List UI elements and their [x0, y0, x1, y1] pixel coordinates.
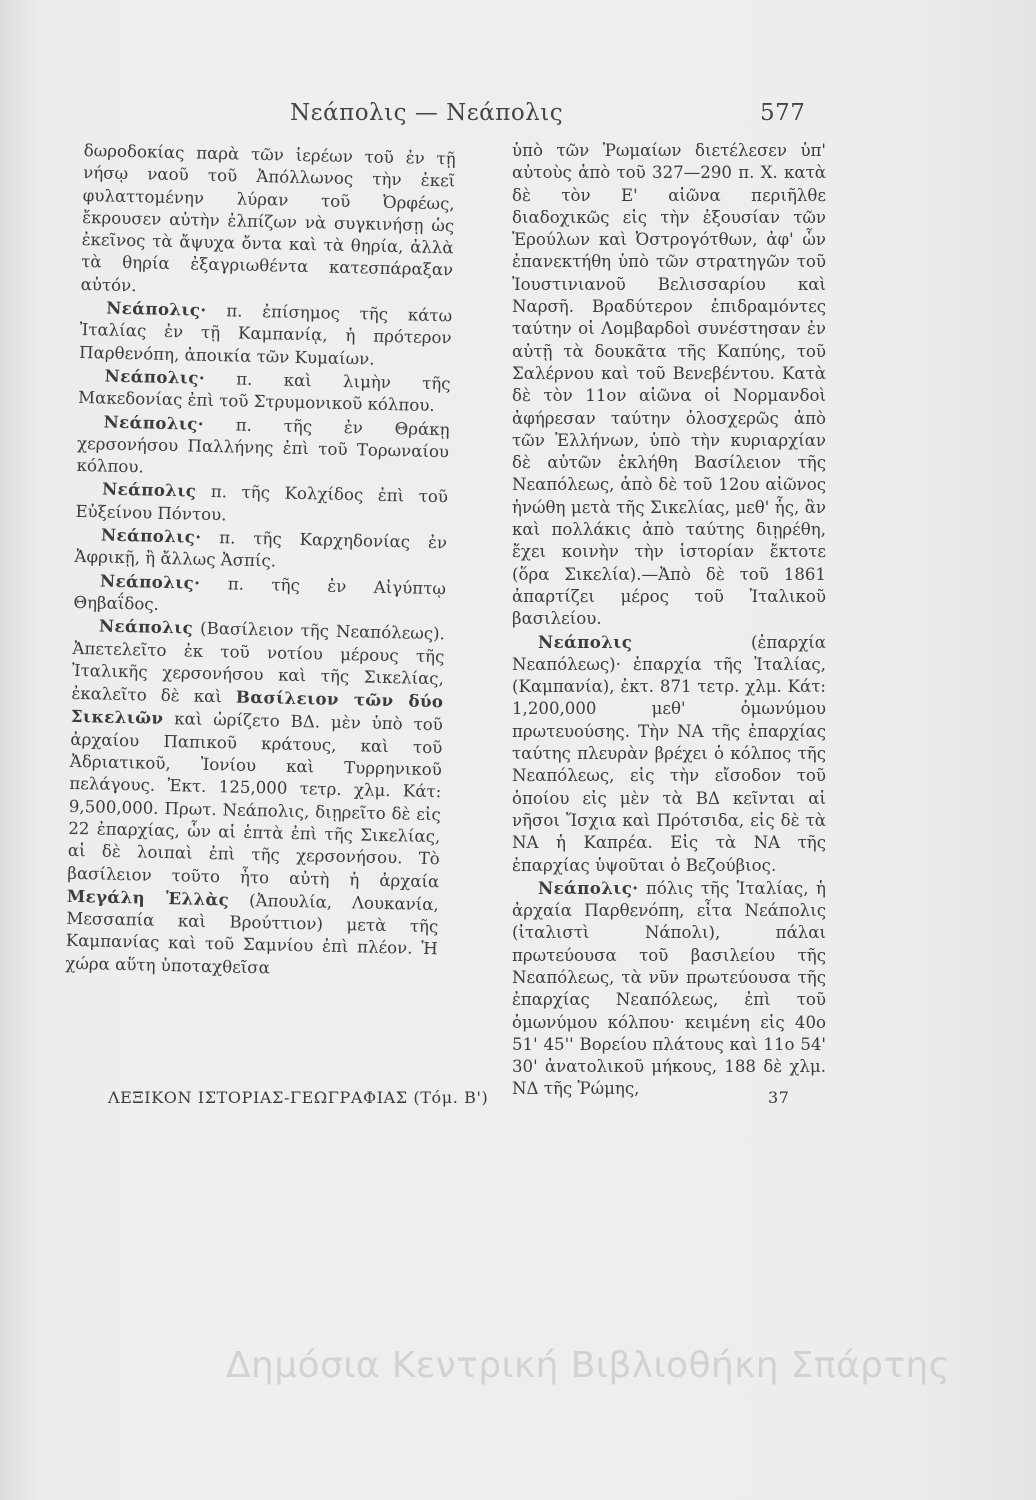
entry-headword: Νεάπολις — [98, 615, 194, 638]
entry-continuation: δωροδοκίας παρὰ τῶν ἱερέων τοῦ ἐν τῇ νήσῳ ναοῦ τοῦ Ἀπόλλωνος τὴν ἐκεῖ φυλαττομένην λύραν τοῦ Ὀρφέως, ἔκρουσεν αὐτὴν ἐλπίζων νὰ συγκινήσῃ ὡς ἐκεῖνος τὰ ἄψυχα ὄντα καὶ τὰ θηρία, ἀλλὰ τὰ θηρία ἐξαγριωθέντα κατεσπάραξαν αὐτόν. — [80, 140, 456, 296]
dictionary-entry — [512, 631, 826, 877]
dictionary-entry — [512, 877, 826, 1101]
entry-text: (Ἀπουλία, Λουκανία, Μεσσαπία καὶ Βρούττιον) μετὰ τῆς Καμπανίας καὶ τοῦ Σαμνίου ἐπὶ πλέον. Ἡ χώρα αὕτη ὑποταχθεῖσα — [65, 890, 439, 978]
entry-continuation: ὑπὸ τῶν Ῥωμαίων διετέλεσεν ὑπ' αὐτοὺς ἀπὸ τοῦ 327—290 π. Χ. κατὰ δὲ τὸν Ε' αἰῶνα περιῆλθε διαδοχικῶς εἰς τὴν ἐξουσίαν τῶν Ἐρούλων καὶ Ὀστρογότθων, ἀφ' ὧν ἐπανεκτήθη ὑπὸ τῶν στρατηγῶν τοῦ Ἰουστινιανοῦ Βελισσαρίου καὶ Ναρσῆ. Βραδύτερον ἐπιδραμόντες ταύτην οἱ Λομβαρδοὶ συνέστησαν ἐν αὐτῇ τὰ δουκᾶτα τῆς Καπύης, τοῦ Σαλέρνου καὶ τοῦ Βενεβέντου. Κατὰ δὲ τὸν 11ον αἰῶνα οἱ Νορμανδοὶ ἀφήρεσαν ταύτην ὁλοσχερῶς ἀπὸ τῶν Ἑλλήνων, ὑπὸ τὴν κυριαρχίαν δὲ αὐτῶν ἐκλήθη Βασίλειον τῆς Νεαπόλεως, ἀπὸ δὲ τοῦ 12ου αἰῶνος ἡνώθη μετὰ τῆς Σικελίας, μεθ' ἧς, ἂν καὶ πολλάκις ἀπὸ ταύτης διῃρέθη, ἔχει κοινὴν τὴν ἱστορίαν ἔκτοτε (ὅρα Σικελία).—Ἀπὸ δὲ τοῦ 1861 ἀπαρτίζει μέρος τοῦ Ἰταλικοῦ βασιλείου. — [512, 141, 826, 629]
library-watermark: Δημόσια Κεντρική Βιβλιοθήκη Σπάρτης — [226, 1345, 951, 1386]
page-number: 577 — [760, 100, 806, 126]
dictionary-entry — [78, 364, 451, 418]
entry-bold-term: Βασίλειον τῶν δύο Σικελιῶν — [70, 686, 444, 729]
entry-headword: Νεάπολις· — [105, 297, 207, 320]
header-title: Νεάπολις — Νεάπολις — [290, 100, 564, 126]
entry-text: πόλις τῆς Ἰταλίας, ἡ ἀρχαία Παρθενόπη, εἶτα Νεάπολις (ἰταλιστὶ Νάπολι), πάλαι πρωτεύουσα τοῦ βασιλείου τῆς Νεαπόλεως, τὰ νῦν πρωτεύουσα τῆς ἐπαρχίας Νεαπόλεως, ἐπὶ τοῦ ὁμωνύμου κόλπου· κειμένη εἰς 40ο 51' 45'' Βορείου πλάτους καὶ 11ο 54' 30' ἀνατολικοῦ μήκους, 188 δὲ χλμ. ΝΔ τῆς Ῥώμης, — [512, 878, 826, 1099]
entry-headword: Νεάπολις· — [99, 570, 201, 593]
entry-headword: Νεάπολις· — [103, 411, 205, 434]
dictionary-entry — [74, 523, 447, 577]
running-header — [290, 100, 830, 126]
left-column — [65, 140, 456, 983]
page-footer — [108, 1088, 828, 1107]
entry-headword: Νεάπολις· — [104, 365, 206, 388]
dictionary-entry — [65, 614, 445, 983]
entry-text: π. τῆς Κολχίδος ἐπὶ τοῦ Εὐξείνου Πόντου. — [75, 482, 449, 525]
dictionary-entry — [76, 409, 449, 485]
entry-headword: Νεάπολις· — [538, 877, 639, 898]
entry-headword: Νεάπολις — [538, 631, 633, 652]
dictionary-entry — [79, 296, 452, 372]
entry-text: π. καὶ λιμὴν τῆς Μακεδονίας ἐπὶ τοῦ Στρυμονικοῦ κόλπου. — [77, 368, 451, 416]
entry-text: (ἐπαρχία Νεαπόλεως)· ἐπαρχία τῆς Ἰταλίας, (Καμπανία), ἐκτ. 871 τετρ. χλμ. Κάτ: 1,200,000 μεθ' ὁμωνύμου πρωτευούσης. Τὴν ΝΑ τῆς ἐπαρχίας ταύτης πλευρὰν βρέχει ὁ κόλπος τῆς Νεαπόλεως, εἰς τὴν εἴσοδον τοῦ ὁποίου εἰς μὲν τὰ ΒΔ κεῖνται αἱ νῆσοι Ἴσχια καὶ Πρότσιδα, εἰς δὲ τὰ ΝΑ ἡ Καπρέα. Εἰς τὰ ΝΑ τῆς ἐπαρχίας ὑψοῦται ὁ Βεζούβιος. — [512, 632, 826, 875]
entry-text: (Βασίλειον τῆς Νεαπόλεως). Ἀπετελεῖτο ἐκ τοῦ νοτίου μέρους τῆς Ἰταλικῆς χερσονήσου καὶ τῆς Σικελίας, ἐκαλεῖτο δὲ καὶ — [71, 618, 446, 707]
footer-title: ΛΕΞΙΚΟΝ ΙΣΤΟΡΙΑΣ-ΓΕΩΓΡΑΦΙΑΣ (Τόμ. Β') — [108, 1088, 489, 1107]
right-column — [512, 140, 826, 1101]
entry-text: π. τῆς ἐν Αἰγύπτῳ Θηβαΐδος. — [73, 573, 447, 614]
entry-text: καὶ ὡρίζετο ΒΔ. μὲν ὑπὸ τοῦ ἀρχαίου Παπικοῦ κράτους, καὶ τοῦ Ἀδριατικοῦ, Ἰονίου καὶ Τυρρηνικοῦ πελάγους. Ἐκτ. 125,000 τετρ. χλμ. Κάτ: 9,500,000. Πρωτ. Νεάπολις, διῃρεῖτο δὲ εἰς 22 ἐπαρχίας, ὧν αἱ ἑπτὰ ἐπὶ τῆς Σικελίας, αἱ δὲ λοιπαὶ ἐπὶ τῆς χερσονήσου. Τὸ βασίλειον τοῦτο ἦτο αὐτὴ ἡ ἀρχαία — [67, 709, 444, 891]
signature-mark: 37 — [768, 1088, 790, 1107]
entry-headword: Νεάπολις — [101, 478, 197, 502]
entry-text: π. τῆς Καρχηδονίας ἐν Ἀφρικῇ, ἢ ἄλλως Ἀσπίς. — [74, 527, 448, 571]
entry-headword: Νεάπολις· — [100, 524, 202, 547]
entry-text: π. ἐπίσημος τῆς κάτω Ἰταλίας ἐν τῇ Καμπανίᾳ, ἡ πρότερον Παρθενόπη, ἀποικία τῶν Κυμαίων. — [78, 300, 453, 369]
entry-text: π. τῆς ἐν Θράκῃ χερσονήσου Παλλήνης ἐπὶ τοῦ Τορωναίου κόλπου. — [76, 414, 450, 477]
entry-bold-term: Μεγάλη Ἑλλὰς — [66, 885, 230, 910]
